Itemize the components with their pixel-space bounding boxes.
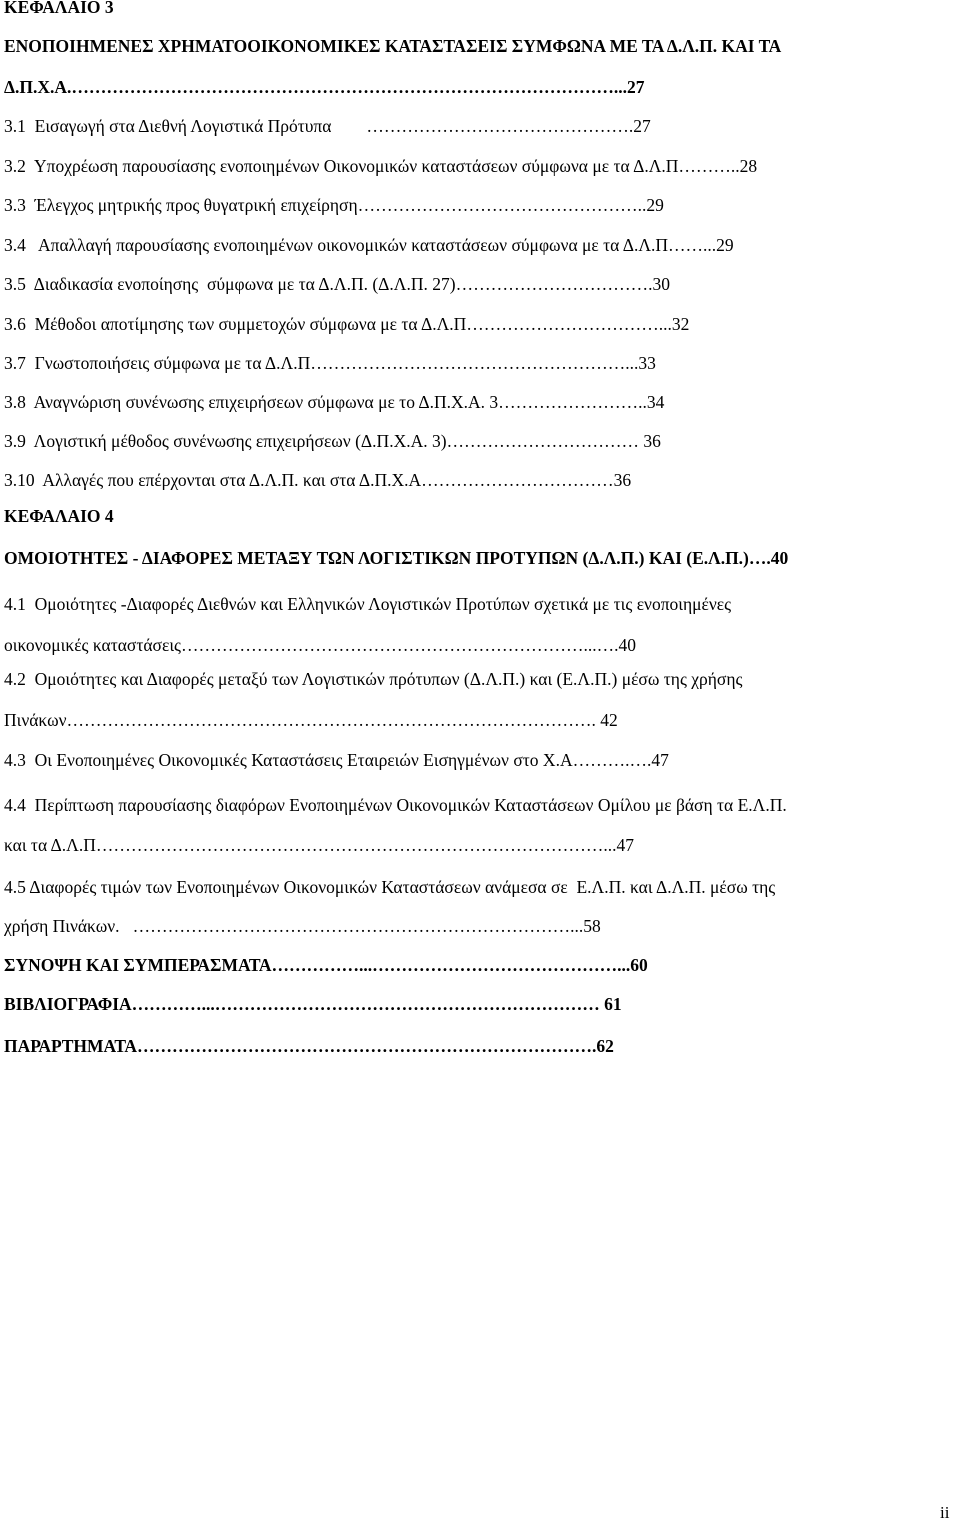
toc-line-ch4-title: ΟΜΟΙΟΤΗΤΕΣ - ΔΙΑΦΟΡΕΣ ΜΕΤΑΞΥ ΤΩΝ ΛΟΓΙΣΤΙΚΩΝ ΠΡΟΤΥΠΩΝ (Δ.Λ.Π.) ΚΑΙ (Ε.Λ.Π.)….40: [4, 548, 789, 568]
toc-line-ch3-title-l1: ΕΝΟΠΟΙΗΜΕΝΕΣ ΧΡΗΜΑΤΟΟΙΚΟΝΟΜΙΚΕΣ ΚΑΤΑΣΤΑΣΕΙΣ ΣΥΜΦΩΝΑ ΜΕ ΤΑ Δ.Λ.Π. ΚΑΙ ΤΑ: [4, 36, 782, 56]
toc-line-summary: ΣΥΝΟΨΗ ΚΑΙ ΣΥΜΠΕΡΑΣΜΑΤΑ……………...……………………………………...60: [4, 955, 648, 975]
toc-line-s3-7: 3.7 Γνωστοποιήσεις σύμφωνα με τα Δ.Λ.Π………………………………………………...33: [4, 353, 656, 373]
toc-line-s4-2-l1: 4.2 Ομοιότητες και Διαφορές μεταξύ των Λογιστικών πρότυπων (Δ.Λ.Π.) και (Ε.Λ.Π.) μέσω της χρήσης: [4, 669, 743, 689]
toc-line-s3-10: 3.10 Αλλαγές που επέρχονται στα Δ.Λ.Π. και στα Δ.Π.Χ.Α……………………………36: [4, 470, 632, 490]
toc-line-s4-1-l1: 4.1 Ομοιότητες -Διαφορές Διεθνών και Ελληνικών Λογιστικών Προτύπων σχετικά με τις ενοποιημένες: [4, 594, 732, 614]
toc-line-bibliography: ΒΙΒΛΙΟΓΡΑΦΙΑ…………...………………………………………………………… 61: [4, 994, 622, 1014]
toc-line-s3-4: 3.4 Απαλλαγή παρουσίασης ενοποιημένων οικονομικών καταστάσεων σύμφωνα με τα Δ.Λ.Π……...29: [4, 235, 734, 255]
toc-line-ch3-heading: ΚΕΦΑΛΑΙΟ 3: [4, 0, 114, 17]
toc-line-s4-3: 4.3 Οι Ενοποιημένες Οικονομικές Καταστάσεις Εταιρειών Εισηγμένων στο Χ.Α……….….47: [4, 750, 669, 770]
toc-line-ch4-heading: ΚΕΦΑΛΑΙΟ 4: [4, 506, 114, 526]
toc-line-appendices: ΠΑΡΑΡΤΗΜΑΤΑ…………………………………………………………………….62: [4, 1036, 614, 1056]
toc-line-ch3-title-l2: Δ.Π.Χ.Α.…………………………………………………………………………………...27: [4, 77, 645, 97]
toc-line-s3-1: 3.1 Εισαγωγή στα Διεθνή Λογιστικά Πρότυπα ……………………………………….27: [4, 116, 651, 136]
toc-line-s3-6: 3.6 Μέθοδοι αποτίμησης των συμμετοχών σύμφωνα με τα Δ.Λ.Π……………………………...32: [4, 314, 690, 334]
toc-line-s4-1-l2: οικονομικές καταστάσεις……………………………………………………………...….40: [4, 635, 636, 655]
toc-line-s3-5: 3.5 Διαδικασία ενοποίησης σύμφωνα με τα Δ.Λ.Π. (Δ.Λ.Π. 27)…………………………….30: [4, 274, 670, 294]
toc-line-s4-4-l2: και τα Δ.Λ.Π……………………………………………………………………………...47: [4, 835, 634, 855]
toc-line-s4-2-l2: Πινάκων………………………………………………………………………………. 42: [4, 710, 618, 730]
toc-line-s3-9: 3.9 Λογιστική μέθοδος συνένωσης επιχειρήσεων (Δ.Π.Χ.Α. 3)…………………………… 36: [4, 431, 661, 451]
page-number: ii: [940, 1503, 950, 1522]
toc-line-s3-8: 3.8 Αναγνώριση συνένωσης επιχειρήσεων σύμφωνα με το Δ.Π.Χ.Α. 3……………………..34: [4, 392, 665, 412]
toc-line-s4-5-l2: χρήση Πινάκων. …………………………………………………………………...58: [4, 916, 601, 936]
toc-line-s4-5-l1: 4.5 Διαφορές τιμών των Ενοποιημένων Οικονομικών Καταστάσεων ανάμεσα σε Ε.Λ.Π. και Δ.Λ.Π. μέσω της: [4, 877, 776, 897]
toc-line-s3-2: 3.2 Υποχρέωση παρουσίασης ενοποιημένων Οικονομικών καταστάσεων σύμφωνα με τα Δ.Λ.Π………..28: [4, 156, 758, 176]
toc-line-s4-4-l1: 4.4 Περίπτωση παρουσίασης διαφόρων Ενοποιημένων Οικονομικών Καταστάσεων Ομίλου με βάση τα Ε.Λ.Π.: [4, 795, 787, 815]
toc-line-s3-3: 3.3 Έλεγχος μητρικής προς θυγατρική επιχείρηση…………………………………………..29: [4, 195, 664, 215]
